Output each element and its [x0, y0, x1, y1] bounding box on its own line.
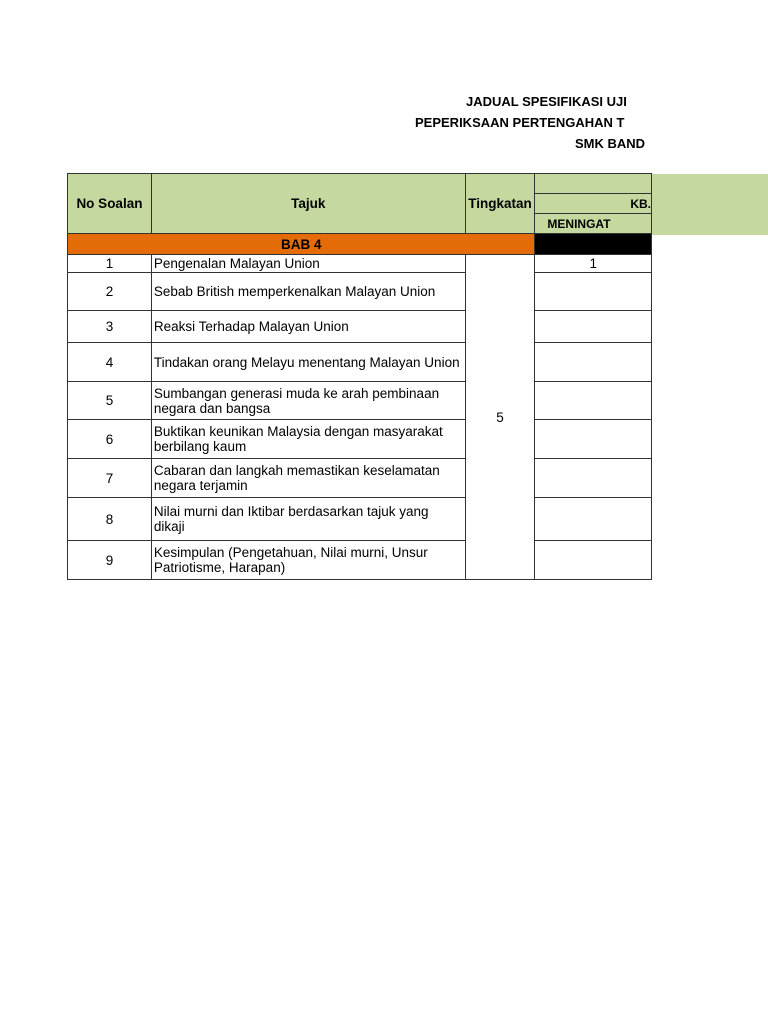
- row-meningat: [535, 311, 652, 343]
- row-number: 6: [68, 420, 152, 459]
- row-number: 1: [68, 255, 152, 273]
- row-tajuk: Pengenalan Malayan Union: [151, 255, 465, 273]
- row-tajuk: Buktikan keunikan Malaysia dengan masyarakat berbilang kaum: [151, 420, 465, 459]
- tingkatan-value: 5: [465, 255, 535, 580]
- row-number: 4: [68, 343, 152, 382]
- row-meningat: [535, 498, 652, 541]
- section-bab-4: BAB 4: [68, 234, 535, 255]
- row-tajuk: Cabaran dan langkah memastikan keselamatan negara terjamin: [151, 459, 465, 498]
- row-tajuk: Sumbangan generasi muda ke arah pembinaan negara dan bangsa: [151, 382, 465, 420]
- header-fill-extension: [652, 174, 768, 235]
- row-meningat: 1: [535, 255, 652, 273]
- sheet-viewport: [0, 0, 652, 600]
- row-number: 2: [68, 273, 152, 311]
- table-row: [68, 541, 652, 580]
- row-number: 3: [68, 311, 152, 343]
- table-row: [68, 343, 652, 382]
- header-meningat: MENINGAT: [535, 214, 652, 234]
- row-meningat: [535, 541, 652, 580]
- row-number: 5: [68, 382, 152, 420]
- row-tajuk: Tindakan orang Melayu menentang Malayan Union: [151, 343, 465, 382]
- header-kb: KB.: [535, 194, 652, 214]
- table-row: [68, 311, 652, 343]
- document-title-line-2: PEPERIKSAAN PERTENGAHAN T: [415, 115, 625, 130]
- header-no-soalan: No Soalan: [68, 174, 152, 234]
- row-tajuk: Reaksi Terhadap Malayan Union: [151, 311, 465, 343]
- row-number: 9: [68, 541, 152, 580]
- row-meningat: [535, 273, 652, 311]
- header-blank-cell: [535, 174, 652, 194]
- row-tajuk: Nilai murni dan Iktibar berdasarkan tajuk yang dikaji: [151, 498, 465, 541]
- table-row: [68, 498, 652, 541]
- table-row: [68, 255, 652, 273]
- section-dark-cell: [535, 234, 652, 255]
- table-row: [68, 420, 652, 459]
- row-meningat: [535, 459, 652, 498]
- specification-table: [67, 173, 652, 580]
- row-tajuk: Kesimpulan (Pengetahuan, Nilai murni, Unsur Patriotisme, Harapan): [151, 541, 465, 580]
- row-meningat: [535, 420, 652, 459]
- row-number: 7: [68, 459, 152, 498]
- header-tingkatan: Tingkatan: [465, 174, 535, 234]
- header-tajuk: Tajuk: [151, 174, 465, 234]
- document-title-line-3: SMK BAND: [575, 136, 646, 151]
- table-row: [68, 382, 652, 420]
- table-row: [68, 273, 652, 311]
- row-number: 8: [68, 498, 152, 541]
- document-title-line-1: JADUAL SPESIFIKASI UJI: [466, 94, 627, 109]
- row-meningat: [535, 343, 652, 382]
- row-tajuk: Sebab British memperkenalkan Malayan Union: [151, 273, 465, 311]
- row-meningat: [535, 382, 652, 420]
- table-row: [68, 459, 652, 498]
